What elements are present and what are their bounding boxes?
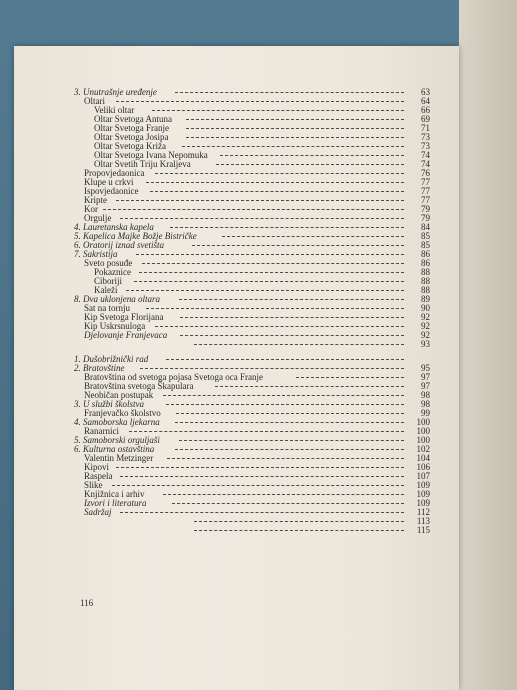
dot-leader: [166, 359, 404, 360]
toc-entry-page: 69: [421, 114, 430, 124]
toc-entry: [74, 472, 430, 481]
dot-leader: [175, 449, 404, 450]
toc-entry-title: 3. Unutrašnje uređenje: [74, 87, 157, 97]
dot-leader: [186, 128, 404, 129]
dot-leader: [146, 182, 404, 183]
toc-entry: [74, 454, 430, 463]
toc-entry-title: Propovjedaonica: [84, 168, 145, 178]
dot-leader: [166, 404, 404, 405]
toc-entry-title: Djelovanje Franjevaca: [84, 330, 168, 340]
toc-entry-page: 66: [421, 105, 430, 115]
dot-leader: [120, 476, 404, 477]
toc-entry-page: 106: [416, 462, 430, 472]
toc-entry-page: 88: [421, 267, 430, 277]
dot-leader: [155, 326, 405, 327]
facing-page-edge: [459, 0, 517, 690]
toc-entry: [74, 187, 430, 196]
toc-entry-page: 74: [421, 150, 430, 160]
dot-leader: [170, 227, 404, 228]
toc-entry-page: 74: [421, 159, 430, 169]
toc-entry-title: Franjevačko školstvo: [84, 408, 161, 418]
dot-leader: [194, 530, 404, 531]
dot-leader: [103, 209, 404, 210]
dot-leader: [194, 521, 404, 522]
toc-entry-page: 85: [421, 231, 430, 241]
toc-entry: [74, 499, 430, 508]
toc-entry-page: 98: [421, 390, 430, 400]
dot-leader: [116, 101, 404, 102]
toc-entry-page: 77: [421, 195, 430, 205]
toc-entry-title: Valentin Metzinger: [84, 453, 154, 463]
toc-entry-page: 102: [416, 444, 430, 454]
toc-entry-title: 6. Kulturna ostavština: [74, 444, 155, 454]
toc-entry-page: 104: [416, 453, 430, 463]
dot-leader: [112, 485, 405, 486]
dot-leader: [155, 173, 405, 174]
dot-leader: [186, 137, 404, 138]
dot-leader: [182, 146, 404, 147]
toc-entry-page: 71: [421, 123, 430, 133]
toc-entry-page: 109: [416, 480, 430, 490]
dot-leader: [194, 344, 404, 345]
toc-entry-page: 88: [421, 285, 430, 295]
toc-entry-title: Orgulje: [84, 213, 112, 223]
toc-entry-title: Oltar Svetoga Josipa: [94, 132, 169, 142]
toc-entry-page: 88: [421, 276, 430, 286]
toc-entry-title: Kor: [84, 204, 98, 214]
toc-entry-page: 98: [421, 399, 430, 409]
toc-entry-page: 79: [421, 204, 430, 214]
toc-entry-page: 112: [416, 507, 430, 517]
toc-entry-page: 99: [421, 408, 430, 418]
dot-leader: [180, 335, 404, 336]
toc-entry-title: 4. Lauretanska kapela: [74, 222, 154, 232]
toc-entry-title: Oltar Svetih Triju Kraljeva: [94, 159, 191, 169]
toc-entry-title: Kaleži: [94, 285, 118, 295]
toc-entry-page: 95: [421, 363, 430, 373]
toc-entry: [74, 517, 430, 526]
toc-entry-title: 4. Samoborska ljekarna: [74, 417, 160, 427]
toc-entry: [74, 508, 430, 517]
dot-leader: [192, 245, 404, 246]
toc-entry: [74, 88, 430, 97]
dot-leader: [116, 200, 404, 201]
toc-entry-page: 92: [421, 330, 430, 340]
toc-entry: [74, 355, 430, 364]
toc-entry-title: Pokaznice: [94, 267, 131, 277]
toc-entry-page: 92: [421, 321, 430, 331]
dot-leader: [140, 368, 404, 369]
dot-leader: [296, 377, 404, 378]
dot-leader: [180, 317, 404, 318]
toc-entry-page: 115: [416, 525, 430, 535]
toc-entry-title: 8. Dva uklonjena oltara: [74, 294, 160, 304]
toc-entry: [74, 241, 430, 250]
toc-entry-page: 76: [421, 168, 430, 178]
toc-entry-title: Veliki oltar: [94, 105, 135, 115]
toc-entry-page: 90: [421, 303, 430, 313]
toc-entry-title: Kipovi: [84, 462, 110, 472]
toc-entry-title: Oltar Svetoga Antuna: [94, 114, 172, 124]
toc-entry: [74, 196, 430, 205]
toc-entry-title: Ciboriji: [94, 276, 123, 286]
toc-entry-page: 73: [421, 132, 430, 142]
toc-entry-page: 107: [416, 471, 430, 481]
dot-leader: [136, 254, 404, 255]
dot-leader: [163, 494, 404, 495]
toc-entry-title: Kripte: [84, 195, 107, 205]
toc-entry: [74, 340, 430, 349]
toc-entry-title: 6. Oratorij iznad svetišta: [74, 240, 165, 250]
toc-entry-page: 97: [421, 381, 430, 391]
toc-entry: [74, 205, 430, 214]
toc-entry-page: 109: [416, 489, 430, 499]
toc-entry-page: 63: [421, 87, 430, 97]
toc-entry-title: Ranarnici: [84, 426, 119, 436]
toc-entry-title: Oltar Svetoga Križa: [94, 141, 166, 151]
toc-entry-title: Oltar Svetoga Ivana Nepomuka: [94, 150, 208, 160]
toc-entry-title: 1. Dušobrižnički rad: [74, 354, 149, 364]
dot-leader: [163, 395, 404, 396]
dot-leader: [167, 458, 404, 459]
toc-entry-page: 100: [416, 426, 430, 436]
toc-entry: [74, 331, 430, 340]
dot-leader: [120, 218, 404, 219]
dot-leader: [152, 110, 404, 111]
toc-entry-title: Raspela: [84, 471, 113, 481]
toc-entry-page: 100: [416, 417, 430, 427]
dot-leader: [134, 281, 404, 282]
toc-entry-page: 93: [421, 339, 430, 349]
toc-entry: [74, 418, 430, 427]
toc-entry-page: 73: [421, 141, 430, 151]
toc-entry-title: Slike: [84, 480, 103, 490]
toc-entry: [74, 526, 430, 535]
dot-leader: [186, 119, 404, 120]
dot-leader: [179, 440, 404, 441]
toc-entry-title: Oltar Svetoga Franje: [94, 123, 169, 133]
toc-entry-title: Oltari: [84, 96, 105, 106]
toc-entry: [74, 463, 430, 472]
toc-entry-page: 109: [416, 498, 430, 508]
toc-entry-title: Ispovjedaonice: [84, 186, 139, 196]
table-of-contents: [74, 88, 430, 535]
toc-entry-title: 3. U službi školstva: [74, 399, 145, 409]
dot-leader: [175, 92, 404, 93]
dot-leader: [150, 191, 404, 192]
dot-leader: [129, 431, 404, 432]
toc-entry-title: Izvori i literatura: [84, 498, 147, 508]
toc-entry-title: 7. Sakristija: [74, 249, 118, 259]
dot-leader: [146, 308, 404, 309]
toc-entry-title: 2. Bratovštine: [74, 363, 125, 373]
dot-leader: [116, 467, 404, 468]
toc-entry-page: 85: [421, 240, 430, 250]
toc-entry-title: Klupe u crkvi: [84, 177, 134, 187]
toc-entry-title: Kip Svetoga Florijana: [84, 312, 164, 322]
toc-entry-title: Neobičan postupak: [84, 390, 154, 400]
toc-entry-title: 5. Kapelica Majke Božje Bistričke: [74, 231, 197, 241]
dot-leader: [216, 164, 404, 165]
toc-entry: [74, 268, 430, 277]
toc-entry-page: 77: [421, 177, 430, 187]
toc-entry-title: Bratovština od svetoga pojasa Svetoga oca Franje: [84, 372, 263, 382]
dot-leader: [176, 413, 404, 414]
page-number: 116: [80, 598, 94, 608]
toc-entry: [74, 277, 430, 286]
dot-leader: [142, 263, 404, 264]
dot-leader: [215, 386, 404, 387]
toc-entry-page: 97: [421, 372, 430, 382]
dot-leader: [126, 290, 404, 291]
toc-entry-page: 77: [421, 186, 430, 196]
toc-entry-page: 92: [421, 312, 430, 322]
toc-entry-page: 89: [421, 294, 430, 304]
toc-entry-title: Sadržaj: [84, 507, 112, 517]
dot-leader: [139, 272, 404, 273]
dot-leader: [175, 422, 404, 423]
toc-entry-title: Bratovština svetoga Škapulara: [84, 381, 194, 391]
toc-entry-page: 113: [416, 516, 430, 526]
toc-entry-title: Sveto posuđe: [84, 258, 133, 268]
dot-leader: [222, 236, 404, 237]
toc-entry-title: Sat na tornju: [84, 303, 130, 313]
dot-leader: [220, 155, 404, 156]
toc-entry-title: 5. Samoborski orguljaši: [74, 435, 160, 445]
toc-entry-title: Kip Uskrsnuloga: [84, 321, 146, 331]
toc-entry-page: 79: [421, 213, 430, 223]
toc-entry-title: Knjižnica i arhiv: [84, 489, 145, 499]
toc-entry-page: 86: [421, 258, 430, 268]
toc-entry-page: 100: [416, 435, 430, 445]
dot-leader: [179, 299, 404, 300]
dot-leader: [172, 503, 404, 504]
toc-entry-page: 86: [421, 249, 430, 259]
toc-entry-page: 84: [421, 222, 430, 232]
dot-leader: [120, 512, 404, 513]
toc-entry-page: 64: [421, 96, 430, 106]
